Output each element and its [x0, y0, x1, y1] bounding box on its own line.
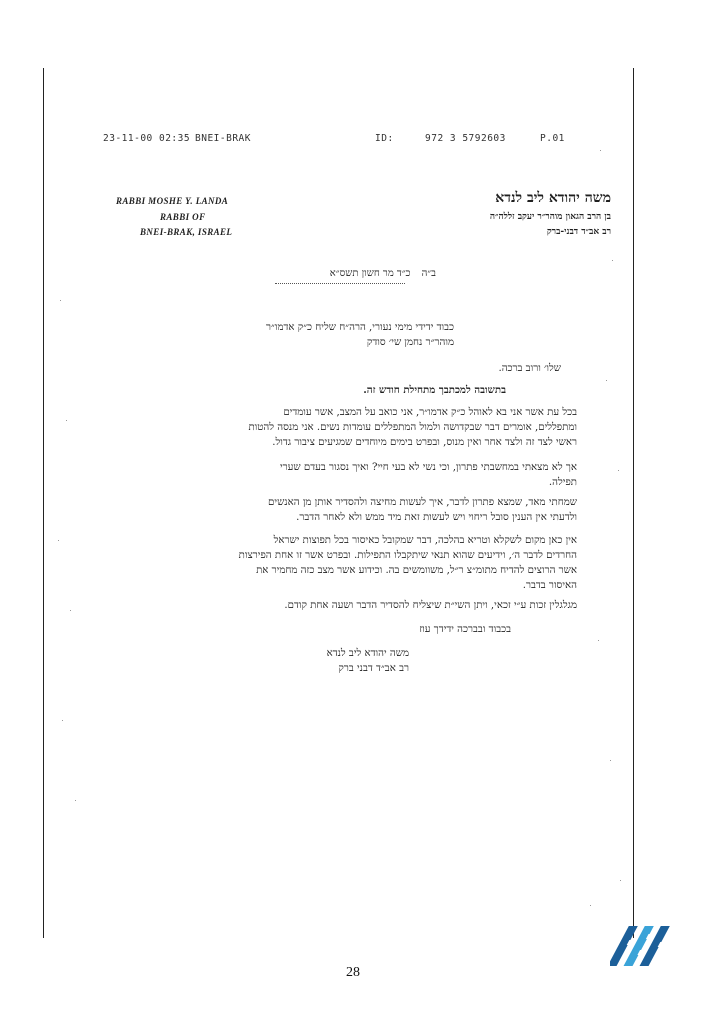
- letterhead-he-name: משה יהודא ליב לנדא: [495, 190, 611, 206]
- paragraph-2-line: אך לא מצאתי במחשבתי פתרון, וכי נשי לא בעי חיי? ואיך נסגור בעדם שערי: [279, 462, 577, 473]
- letterhead-en-name: RABBI MOSHE Y. LANDA: [116, 196, 229, 206]
- paragraph-2: [157, 460, 577, 490]
- paragraph-1-line: ראשי לצד זה ולצד אחר ואין מנוס, ובפרט בימים מיוחדים שמגיעים ציבור גדול.: [272, 437, 577, 448]
- letterhead-he-position: רב אב״ד דבני-ברק: [546, 227, 611, 237]
- date-underline: [275, 283, 405, 284]
- left-border-line: [43, 68, 44, 938]
- fax-header: [103, 133, 573, 147]
- fax-page: P.01: [540, 133, 565, 144]
- hebrew-date: כ״ד מר חשון תשס״א: [329, 268, 411, 279]
- publisher-logo: [610, 920, 688, 970]
- paragraph-1-line: בכל עת אשר אני בא לאוהל כ״ק אדמו״ר, אני כואב על המצב, אשר עומדים: [283, 407, 577, 418]
- paragraph-3-line: שמחתי מאד, שמצא פתרון לדבר, איך לעשות מחיצה ולהסדיר אותן מן האנשים: [268, 497, 577, 508]
- fax-datetime: 23-11-00 02:35: [103, 133, 191, 144]
- signature-title: רב אב״ד דבני ברק: [338, 663, 409, 674]
- fax-id-number: 972 3 5792603: [425, 133, 506, 144]
- salutation-line-1: כבוד ידידי מימי נעורי, הרה״ח שליח כ״ק אדמו״ר: [265, 322, 454, 333]
- paragraph-4-line: אשר הרוצים להדיח מתומ״צ ר״ל, משוומשים בה. וכידוע אשר מצב כזה מחמיר את: [256, 565, 577, 576]
- date-line: [236, 268, 436, 279]
- paragraph-2-line: תפילה.: [548, 477, 577, 488]
- letterhead-en-title: RABBI OF: [160, 212, 206, 222]
- greeting: שלו׳ ורוב ברכה.: [498, 363, 561, 374]
- paragraph-4: [157, 533, 577, 593]
- paragraph-4-line: אין כאן מקום לשקלא וטריא בהלכה, דבר שמקובל כאיסור בכל תפוצות ישראל: [273, 535, 577, 546]
- paragraph-1-line: ומתפללים, אומרים דבר שבקדושה ולמול המתפללים עומדות נשים. אני מנסה להטות: [248, 422, 577, 433]
- paragraph-1: [157, 405, 577, 450]
- page-number: 28: [346, 965, 360, 980]
- letterhead-en-city: BNEI-BRAK, ISRAEL: [140, 227, 233, 237]
- paragraph-3-line: ולדעתי אין הענין סובל ריחוי ויש לעשות זאת מיד ממש ולא לאחר הדבר.: [296, 512, 577, 523]
- paragraph-4-line: החרדים לדבר ה׳, וידיעים שהוא תנאי שיתקבלו התפילות. ובפרט אשר זו אחת הפירצות: [238, 550, 577, 561]
- closing-line: בכבוד ובברכה ידידך עוז: [419, 624, 511, 635]
- fax-location: BNEI-BRAK: [195, 133, 251, 144]
- fax-id-label: ID:: [375, 133, 394, 144]
- subject-line: בתשובה למכתבך מתחילת חודש זה.: [363, 384, 506, 396]
- paragraph-5: מגלגלין זכות ע״י זכאי, ויתן השי״ת שיצליח להסדיר הדבר ושעה אחת קודם.: [284, 600, 577, 611]
- paragraph-4-line: האיסור בדבר.: [522, 580, 577, 591]
- salutation-line-2: מוהר״ר נחמן שי׳ סודק: [366, 337, 454, 348]
- paragraph-3: [157, 495, 577, 525]
- date-prefix: ב״ה: [421, 268, 436, 279]
- letterhead-he-lineage: בן הרב הגאון מוהר״ר יעקב זללה״ה: [489, 212, 611, 222]
- signature-name: משה יהודא ליב לנדא: [326, 648, 409, 659]
- right-border-line: [633, 68, 634, 938]
